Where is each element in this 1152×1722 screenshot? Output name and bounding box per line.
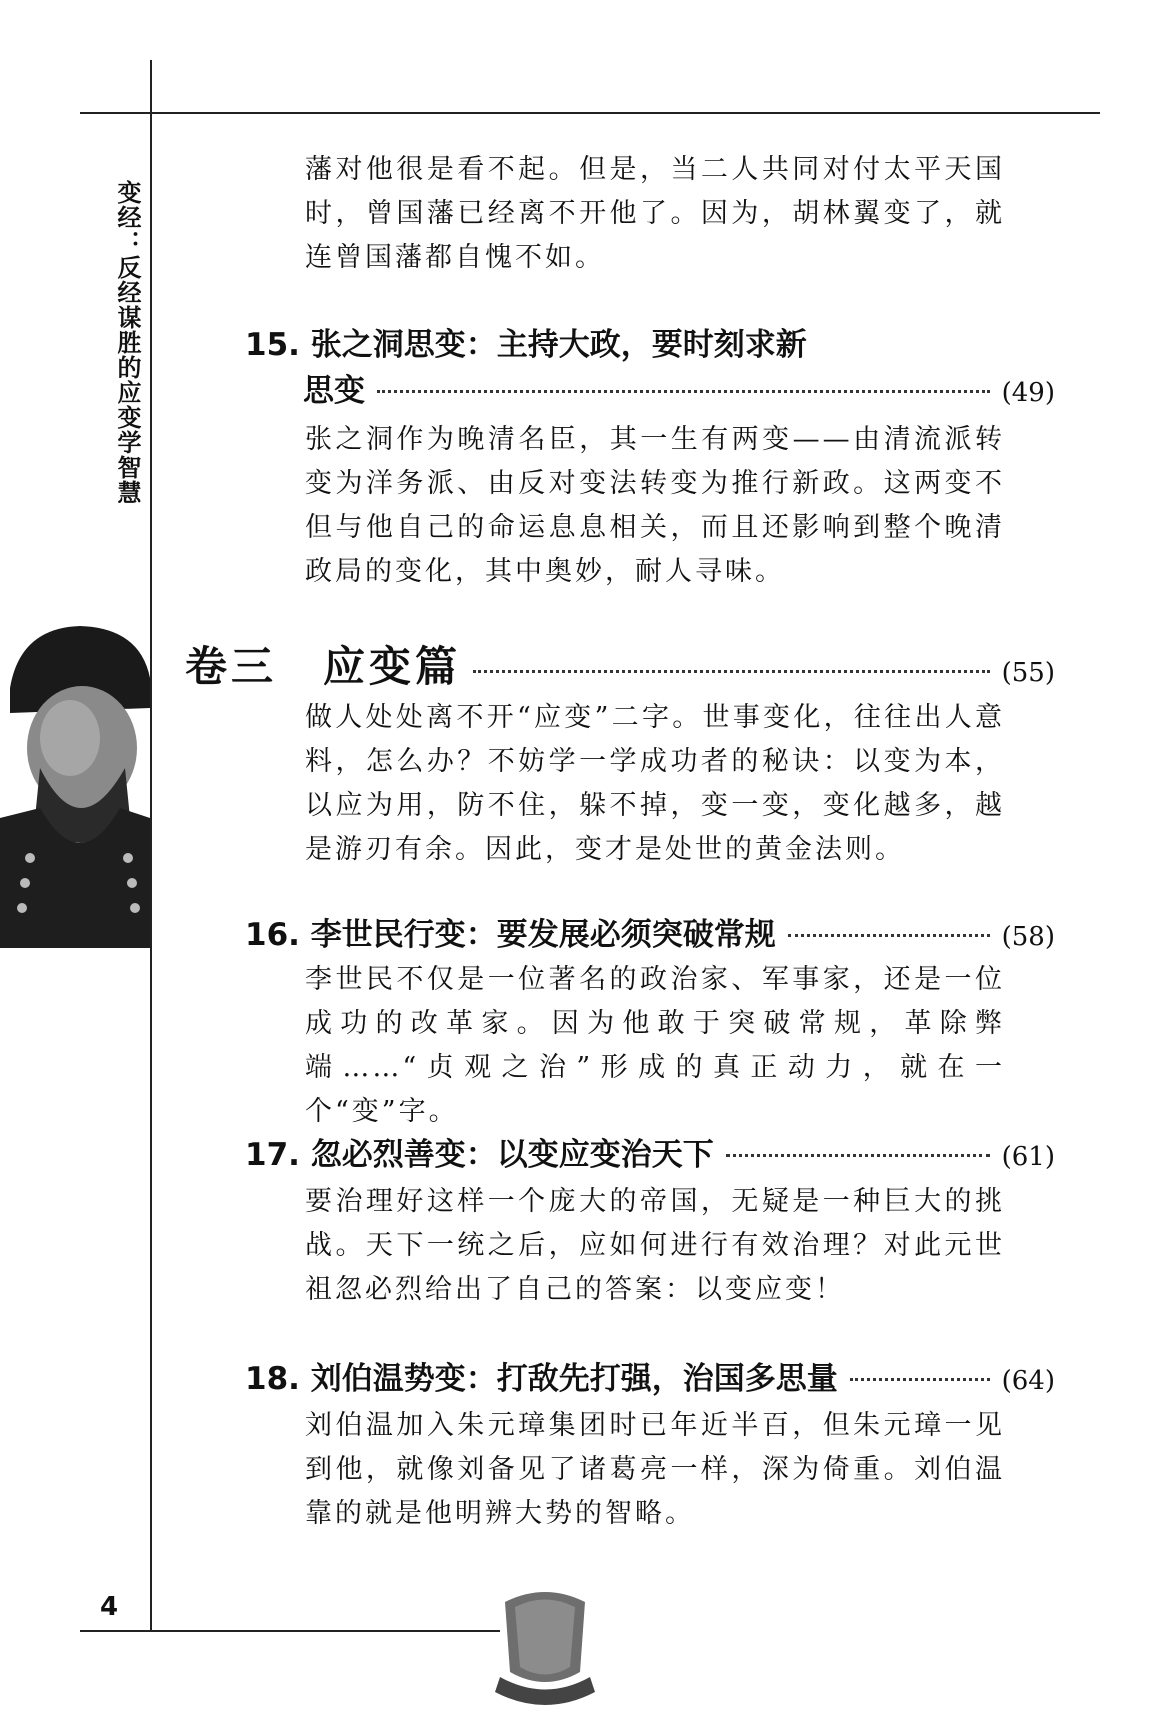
toc-entry-title-line: 15. 张之洞思变：主持大政，要时刻求新 xyxy=(245,327,807,363)
footer-rule xyxy=(80,1630,500,1632)
toc-entry-17-title[interactable] xyxy=(245,1132,1055,1180)
toc-entry-17-desc: 要治理好这样一个庞大的帝国，无疑是一种巨大的挑战。天下一统之后，应如何进行有效治理？对此元世祖忽必烈给出了自己的答案：以变应变！ xyxy=(305,1186,1005,1305)
leader-dots xyxy=(726,1154,990,1157)
toc-entry-18-desc: 刘伯温加入朱元璋集团时已年近半百，但朱元璋一见到他，就像刘备见了诸葛亮一样，深为倚重。刘伯温靠的就是他明辨大势的智略。 xyxy=(305,1410,1005,1529)
section-desc: 做人处处离不开“应变”二字。世事变化，往往出人意料，怎么办？不妨学一学成功者的秘诀：以变为本，以应为用，防不住，躲不掉，变一变，变化越多，越是游刃有余。因此，变才是处世的黄金法则。 xyxy=(305,702,1005,865)
header-rule xyxy=(80,112,1100,114)
hat-image xyxy=(490,1582,600,1718)
toc-entry-title-line: 18. 刘伯温势变：打敌先打强，治国多思量 xyxy=(245,1361,838,1397)
leader-dots xyxy=(473,670,990,673)
section-heading[interactable] xyxy=(185,634,1055,694)
toc-page-number: (64) xyxy=(1001,1366,1055,1396)
portrait-photo xyxy=(0,618,150,948)
toc-entry-title-line: 思变 xyxy=(303,373,365,409)
margin-vertical-rule xyxy=(150,60,152,1630)
leader-dots xyxy=(850,1378,990,1381)
toc-page-number: (55) xyxy=(1001,658,1055,688)
page-number: 4 xyxy=(100,1592,119,1622)
toc-entry-15-desc: 张之洞作为晚清名臣，其一生有两变——由清流派转变为洋务派、由反对变法转变为推行新政。这两变不但与他自己的命运息息相关，而且还影响到整个晚清政局的变化，其中奥妙，耐人寻味。 xyxy=(305,424,1005,587)
toc-entry-15-title[interactable] xyxy=(245,322,1055,416)
toc-page-number: (49) xyxy=(1001,378,1055,408)
intro-paragraph: 藩对他很是看不起。但是，当二人共同对付太平天国时，曾国藩已经离不开他了。因为，胡林翼变了，就连曾国藩都自愧不如。 xyxy=(305,154,1005,273)
section-title: 卷三 应变篇 xyxy=(185,642,462,691)
toc-entry-18-title[interactable] xyxy=(245,1356,1055,1404)
running-title: 变经：反经谋胜的应变学智慧 xyxy=(113,180,141,505)
toc-page-number: (58) xyxy=(1001,922,1055,952)
toc-entry-title-line: 16. 李世民行变：要发展必须突破常规 xyxy=(245,917,776,953)
leader-dots xyxy=(788,934,990,937)
toc-entry-title-line: 17. 忽必烈善变：以变应变治天下 xyxy=(245,1137,714,1173)
leader-dots xyxy=(377,390,990,393)
toc-entry-16-title[interactable] xyxy=(245,912,1055,960)
toc-entry-16-desc: 李世民不仅是一位著名的政治家、军事家，还是一位成功的改革家。因为他敢于突破常规，革除弊端……“贞观之治”形成的真正动力，就在一个“变”字。 xyxy=(305,964,1005,1127)
toc-page-number: (61) xyxy=(1001,1142,1055,1172)
